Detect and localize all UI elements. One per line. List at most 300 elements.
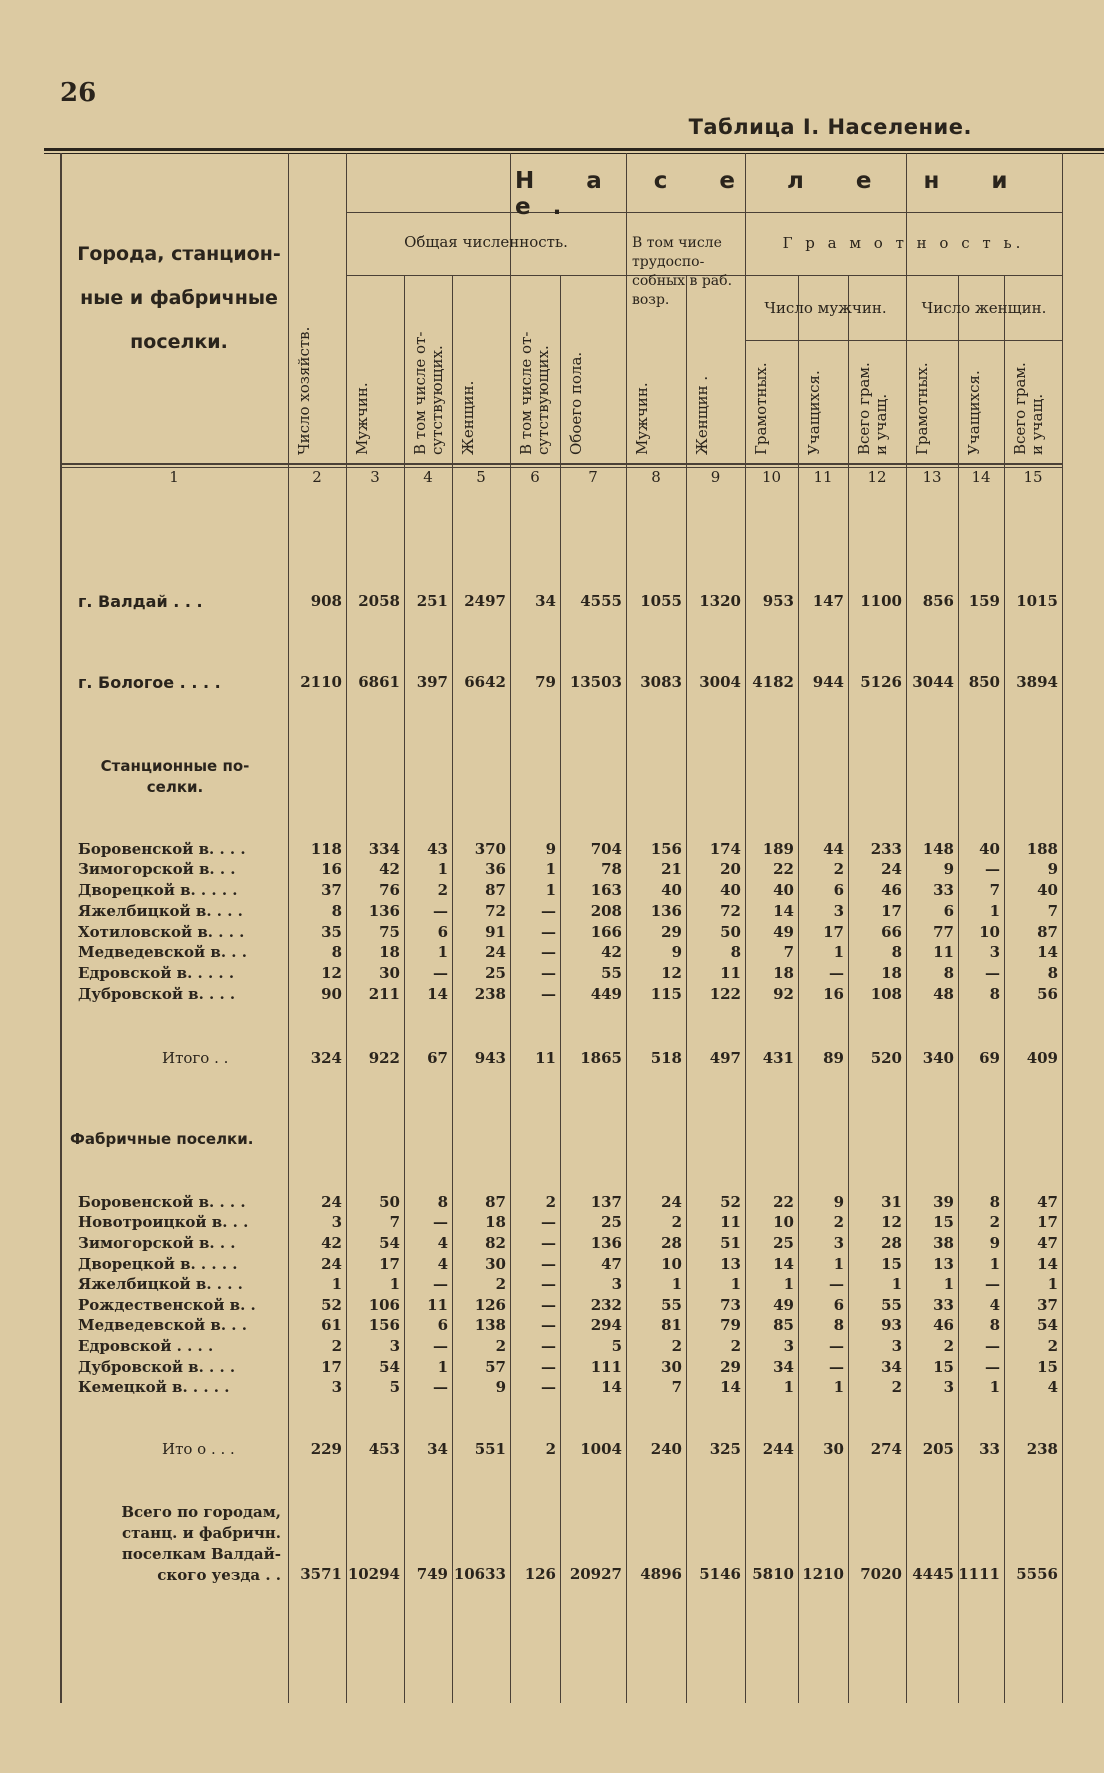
row-factory-cell: 1 bbox=[833, 1255, 844, 1273]
row-factory-cell: 4 bbox=[437, 1234, 448, 1252]
row-station-cell: 8 bbox=[891, 943, 902, 961]
row-factory-cell: — bbox=[541, 1234, 556, 1252]
row-station-cell: 87 bbox=[1037, 923, 1058, 941]
row-stations-total-cell: 497 bbox=[709, 1049, 741, 1067]
row-factory-label: Едровской . . . . bbox=[78, 1337, 214, 1355]
row-valdai-cell: 147 bbox=[812, 592, 844, 610]
row-stations-total-cell: 431 bbox=[762, 1049, 794, 1067]
row-station-label: Дворецкой в. . . . . bbox=[78, 881, 238, 899]
row-station-cell: 9 bbox=[943, 860, 954, 878]
row-factory-cell: 10 bbox=[773, 1213, 794, 1231]
row-factory-cell: 2 bbox=[495, 1337, 506, 1355]
row-factory-cell: 137 bbox=[590, 1193, 622, 1211]
row-station-cell: 10 bbox=[979, 923, 1000, 941]
row-factory-cell: 3 bbox=[389, 1337, 400, 1355]
row-station-cell: 46 bbox=[881, 881, 902, 899]
row-bologoe-cell: 2110 bbox=[300, 673, 342, 691]
row-station-cell: — bbox=[541, 985, 556, 1003]
row-factory-cell: 11 bbox=[720, 1213, 741, 1231]
row-grand-total-cell: 5556 bbox=[1016, 1565, 1058, 1583]
row-station-cell: 9 bbox=[1047, 860, 1058, 878]
row-grand-total-cell: 4445 bbox=[912, 1565, 954, 1583]
row-station-cell: 8 bbox=[943, 964, 954, 982]
row-factory-cell: 14 bbox=[601, 1378, 622, 1396]
row-bologoe-cell: 79 bbox=[535, 673, 556, 691]
row-station-cell: 40 bbox=[773, 881, 794, 899]
row-valdai-cell: 251 bbox=[416, 592, 448, 610]
row-bologoe-cell: 3004 bbox=[699, 673, 741, 691]
header-wa-men: Мужчин. bbox=[633, 382, 651, 455]
row-station-cell: 40 bbox=[1037, 881, 1058, 899]
row-factory-cell: 126 bbox=[474, 1296, 506, 1314]
row-station-cell: 42 bbox=[379, 860, 400, 878]
row-factory-cell: 8 bbox=[989, 1316, 1000, 1334]
row-valdai-cell: 1320 bbox=[699, 592, 741, 610]
row-station-cell: 208 bbox=[590, 902, 622, 920]
row-station-cell: 174 bbox=[709, 840, 741, 858]
row-stations-total-label: Итого . . bbox=[162, 1049, 229, 1067]
row-factory-cell: 7 bbox=[671, 1378, 682, 1396]
header-stub: Города, станцион- ные и фабричные поселки. bbox=[77, 243, 281, 353]
row-stations-total-cell: 67 bbox=[427, 1049, 448, 1067]
row-factory-cell: — bbox=[541, 1275, 556, 1293]
row-factory-cell: 34 bbox=[773, 1358, 794, 1376]
row-station-cell: 115 bbox=[650, 985, 682, 1003]
row-station-cell: 56 bbox=[1037, 985, 1058, 1003]
row-factory-cell: 55 bbox=[881, 1296, 902, 1314]
row-station-cell: 6 bbox=[437, 923, 448, 941]
row-station-cell: 92 bbox=[773, 985, 794, 1003]
row-factory-cell: 24 bbox=[661, 1193, 682, 1211]
row-station-cell: 14 bbox=[1037, 943, 1058, 961]
row-factory-cell: 47 bbox=[1037, 1193, 1058, 1211]
row-factory-label: Дворецкой в. . . . . bbox=[78, 1255, 238, 1273]
row-factory-cell: 1 bbox=[943, 1275, 954, 1293]
row-grand-total-cell: 5810 bbox=[752, 1565, 794, 1583]
row-stations-total-cell: 340 bbox=[922, 1049, 954, 1067]
row-factories-total-cell: 205 bbox=[922, 1440, 954, 1458]
grid-line-v bbox=[1062, 153, 1063, 1703]
row-station-cell: 9 bbox=[671, 943, 682, 961]
row-stations-total-cell: 69 bbox=[979, 1049, 1000, 1067]
column-number: 15 bbox=[1023, 468, 1043, 486]
row-factory-cell: — bbox=[433, 1378, 448, 1396]
row-factory-cell: 2 bbox=[671, 1337, 682, 1355]
row-station-cell: 2 bbox=[833, 860, 844, 878]
row-stations-total-cell: 89 bbox=[823, 1049, 844, 1067]
row-factory-cell: 9 bbox=[989, 1234, 1000, 1252]
column-number: 5 bbox=[476, 468, 486, 486]
column-number: 2 bbox=[312, 468, 322, 486]
row-station-cell: — bbox=[985, 964, 1000, 982]
row-factory-cell: 2 bbox=[495, 1275, 506, 1293]
row-factory-cell: 14 bbox=[773, 1255, 794, 1273]
header-working-age: В том числе трудоспо-собных в раб. возр. bbox=[632, 235, 733, 308]
row-factory-cell: 156 bbox=[368, 1316, 400, 1334]
header-students: Учащихся. bbox=[805, 370, 823, 455]
row-station-cell: 22 bbox=[773, 860, 794, 878]
row-stations-total-cell: 409 bbox=[1026, 1049, 1058, 1067]
row-station-cell: — bbox=[829, 964, 844, 982]
row-station-cell: 50 bbox=[720, 923, 741, 941]
row-station-cell: 49 bbox=[773, 923, 794, 941]
row-factory-cell: 47 bbox=[1037, 1234, 1058, 1252]
row-factories-total-cell: 1004 bbox=[580, 1440, 622, 1458]
row-factory-cell: 1 bbox=[783, 1378, 794, 1396]
row-station-label: Медведевской в. . . bbox=[78, 943, 247, 961]
row-station-label: Едровской в. . . . . bbox=[78, 964, 235, 982]
row-bologoe-cell: 3083 bbox=[640, 673, 682, 691]
column-number: 3 bbox=[370, 468, 380, 486]
column-number: 9 bbox=[710, 468, 721, 486]
column-number: 10 bbox=[761, 468, 782, 486]
row-station-cell: 44 bbox=[823, 840, 844, 858]
column-number: 14 bbox=[971, 468, 991, 486]
grid-line-h bbox=[60, 463, 1062, 465]
row-station-cell: 76 bbox=[379, 881, 400, 899]
row-grand-total-cell: 1210 bbox=[802, 1565, 844, 1583]
row-factory-label: Новотроицкой в. . . bbox=[78, 1213, 249, 1231]
row-station-cell: 9 bbox=[545, 840, 556, 858]
row-factory-cell: 1 bbox=[833, 1378, 844, 1396]
row-factory-label: Дубровской в. . . . bbox=[78, 1358, 236, 1376]
row-factory-cell: 73 bbox=[720, 1296, 741, 1314]
row-factory-cell: — bbox=[433, 1275, 448, 1293]
row-station-cell: 1 bbox=[989, 902, 1000, 920]
row-factory-cell: 17 bbox=[379, 1255, 400, 1273]
column-number: 6 bbox=[530, 468, 540, 486]
row-factory-cell: 3 bbox=[331, 1378, 342, 1396]
row-factory-cell: 57 bbox=[485, 1358, 506, 1376]
row-factory-cell: 17 bbox=[1037, 1213, 1058, 1231]
header-students-w: Учащихся. bbox=[965, 370, 983, 455]
row-grand-total-label: Всего по городам, станц. и фабричн. поселкам Валдай- ского уезда . . bbox=[121, 1503, 281, 1584]
row-factory-cell: 25 bbox=[601, 1213, 622, 1231]
row-factory-cell: 1 bbox=[671, 1275, 682, 1293]
row-factory-cell: 54 bbox=[379, 1234, 400, 1252]
row-factory-cell: 52 bbox=[321, 1296, 342, 1314]
row-bologoe-cell: 4182 bbox=[752, 673, 794, 691]
header-literacy: Г р а м о т н о с т ь. bbox=[782, 234, 1025, 252]
row-factory-cell: 12 bbox=[881, 1213, 902, 1231]
row-factory-cell: 4 bbox=[989, 1296, 1000, 1314]
row-station-cell: 66 bbox=[881, 923, 902, 941]
row-factory-cell: 2 bbox=[891, 1378, 902, 1396]
row-factory-cell: 87 bbox=[485, 1193, 506, 1211]
row-factory-cell: 81 bbox=[661, 1316, 682, 1334]
row-factory-cell: 49 bbox=[773, 1296, 794, 1314]
row-valdai-cell: 1015 bbox=[1016, 592, 1058, 610]
header-total-lit: Всего грам. и учащ. bbox=[855, 362, 890, 455]
row-factory-cell: 3 bbox=[833, 1234, 844, 1252]
row-factory-cell: 14 bbox=[720, 1378, 741, 1396]
row-factory-cell: 14 bbox=[1037, 1255, 1058, 1273]
row-bologoe-cell: 3044 bbox=[912, 673, 954, 691]
row-factory-cell: 1 bbox=[389, 1275, 400, 1293]
row-valdai-cell: 159 bbox=[968, 592, 1000, 610]
row-factory-cell: 138 bbox=[474, 1316, 506, 1334]
row-factories-total-cell: 244 bbox=[762, 1440, 794, 1458]
row-factory-cell: 37 bbox=[1037, 1296, 1058, 1314]
row-station-cell: 14 bbox=[773, 902, 794, 920]
header-women-absent: В том числе от-сутствующих. bbox=[517, 331, 552, 455]
row-stations-total-cell: 11 bbox=[535, 1049, 556, 1067]
row-bologoe-label: г. Бологое . . . . bbox=[78, 673, 221, 692]
row-station-label: Боровенской в. . . . bbox=[78, 840, 246, 858]
row-station-cell: 25 bbox=[485, 964, 506, 982]
row-valdai-cell: 2497 bbox=[464, 592, 506, 610]
row-factories-total-label: Ито о . . . bbox=[162, 1440, 235, 1458]
header-literate-w: Грамотных. bbox=[913, 362, 931, 455]
row-factory-cell: 46 bbox=[933, 1316, 954, 1334]
row-station-cell: 72 bbox=[720, 902, 741, 920]
row-factory-cell: — bbox=[541, 1213, 556, 1231]
row-factory-cell: 34 bbox=[881, 1358, 902, 1376]
row-station-cell: 12 bbox=[661, 964, 682, 982]
row-factory-cell: — bbox=[541, 1296, 556, 1314]
row-grand-total-cell: 749 bbox=[416, 1565, 448, 1583]
row-factories-total-cell: 238 bbox=[1026, 1440, 1058, 1458]
row-bologoe-cell: 6642 bbox=[464, 673, 506, 691]
column-number: 4 bbox=[423, 468, 433, 486]
row-station-cell: 8 bbox=[331, 902, 342, 920]
row-factories-total-cell: 274 bbox=[870, 1440, 902, 1458]
row-bologoe-cell: 6861 bbox=[358, 673, 400, 691]
row-station-label: Дубровской в. . . . bbox=[78, 985, 236, 1003]
row-station-cell: 166 bbox=[590, 923, 622, 941]
row-valdai-cell: 908 bbox=[310, 592, 342, 610]
row-station-cell: 18 bbox=[379, 943, 400, 961]
column-number: 12 bbox=[867, 468, 887, 486]
row-station-cell: 87 bbox=[485, 881, 506, 899]
row-factory-cell: 17 bbox=[321, 1358, 342, 1376]
row-factory-cell: 3 bbox=[611, 1275, 622, 1293]
row-station-cell: 6 bbox=[943, 902, 954, 920]
row-station-cell: 42 bbox=[601, 943, 622, 961]
header-women: Женщин. bbox=[459, 380, 477, 455]
section-stations: Станционные по- селки. bbox=[100, 757, 250, 796]
row-station-cell: 188 bbox=[1026, 840, 1058, 858]
row-station-cell: 238 bbox=[474, 985, 506, 1003]
header-lit-men: Число мужчин. bbox=[764, 299, 887, 317]
row-factory-cell: — bbox=[541, 1358, 556, 1376]
row-factory-cell: 2 bbox=[730, 1337, 741, 1355]
row-factories-total-cell: 325 bbox=[709, 1440, 741, 1458]
row-station-cell: 122 bbox=[709, 985, 741, 1003]
row-factory-cell: 15 bbox=[881, 1255, 902, 1273]
row-factory-cell: 30 bbox=[661, 1358, 682, 1376]
row-factory-cell: 6 bbox=[437, 1316, 448, 1334]
row-factory-cell: — bbox=[829, 1337, 844, 1355]
row-station-cell: 211 bbox=[368, 985, 400, 1003]
row-station-cell: 78 bbox=[601, 860, 622, 878]
row-station-cell: 449 bbox=[590, 985, 622, 1003]
row-factory-cell: 3 bbox=[943, 1378, 954, 1396]
row-factory-cell: 79 bbox=[720, 1316, 741, 1334]
row-station-cell: 7 bbox=[783, 943, 794, 961]
row-factory-cell: 25 bbox=[773, 1234, 794, 1252]
row-station-cell: 8 bbox=[331, 943, 342, 961]
row-factory-label: Кемецкой в. . . . . bbox=[78, 1378, 230, 1396]
row-station-cell: 16 bbox=[823, 985, 844, 1003]
row-station-cell: 35 bbox=[321, 923, 342, 941]
row-valdai-cell: 953 bbox=[762, 592, 794, 610]
row-station-label: Хотиловской в. . . . bbox=[78, 923, 245, 941]
row-factory-cell: — bbox=[433, 1213, 448, 1231]
row-bologoe-cell: 3894 bbox=[1016, 673, 1058, 691]
row-factory-cell: 15 bbox=[1037, 1358, 1058, 1376]
row-factory-cell: 2 bbox=[331, 1337, 342, 1355]
row-station-cell: 148 bbox=[922, 840, 954, 858]
row-factories-total-cell: 240 bbox=[650, 1440, 682, 1458]
row-valdai-cell: 34 bbox=[535, 592, 556, 610]
row-factory-cell: 38 bbox=[933, 1234, 954, 1252]
row-factories-total-cell: 30 bbox=[823, 1440, 844, 1458]
row-factory-cell: 85 bbox=[773, 1316, 794, 1334]
row-station-cell: 7 bbox=[989, 881, 1000, 899]
row-grand-total-cell: 7020 bbox=[860, 1565, 902, 1583]
row-factory-cell: 24 bbox=[321, 1255, 342, 1273]
row-grand-total-cell: 3571 bbox=[300, 1565, 342, 1583]
row-valdai-cell: 1100 bbox=[860, 592, 902, 610]
row-factory-cell: — bbox=[985, 1275, 1000, 1293]
row-factories-total-cell: 2 bbox=[545, 1440, 556, 1458]
column-number: 7 bbox=[588, 468, 598, 486]
row-factory-cell: 111 bbox=[590, 1358, 622, 1376]
row-factory-cell: 106 bbox=[368, 1296, 400, 1314]
row-valdai-cell: 2058 bbox=[358, 592, 400, 610]
row-station-label: Яжелбицкой в. . . . bbox=[78, 902, 243, 920]
row-factory-cell: 33 bbox=[933, 1296, 954, 1314]
row-factory-cell: 50 bbox=[379, 1193, 400, 1211]
row-stations-total-cell: 1865 bbox=[580, 1049, 622, 1067]
row-grand-total-cell: 5146 bbox=[699, 1565, 741, 1583]
row-factory-cell: 5 bbox=[389, 1378, 400, 1396]
row-valdai-cell: 1055 bbox=[640, 592, 682, 610]
row-station-cell: 136 bbox=[650, 902, 682, 920]
row-grand-total-cell: 10294 bbox=[347, 1565, 400, 1583]
header-population: Н а с е л е н и е. bbox=[515, 168, 1030, 220]
top-rule-thin bbox=[44, 153, 1104, 154]
row-stations-total-cell: 520 bbox=[870, 1049, 902, 1067]
row-bologoe-cell: 13503 bbox=[569, 673, 622, 691]
row-stations-total-cell: 518 bbox=[650, 1049, 682, 1067]
row-station-cell: 37 bbox=[321, 881, 342, 899]
row-factories-total-cell: 229 bbox=[310, 1440, 342, 1458]
row-factory-cell: 28 bbox=[881, 1234, 902, 1252]
row-factory-cell: 24 bbox=[321, 1193, 342, 1211]
page-number: 26 bbox=[60, 78, 97, 108]
row-grand-total-cell: 4896 bbox=[640, 1565, 682, 1583]
row-factory-cell: 5 bbox=[611, 1337, 622, 1355]
top-rule bbox=[44, 148, 1104, 151]
row-factory-cell: 4 bbox=[437, 1255, 448, 1273]
row-station-cell: 3 bbox=[833, 902, 844, 920]
row-factory-cell: 39 bbox=[933, 1193, 954, 1211]
row-factory-cell: 7 bbox=[389, 1213, 400, 1231]
row-station-cell: 189 bbox=[762, 840, 794, 858]
row-factory-cell: 3 bbox=[783, 1337, 794, 1355]
row-station-cell: 136 bbox=[368, 902, 400, 920]
table-title: Таблица I. Население. bbox=[688, 115, 972, 139]
row-station-cell: 14 bbox=[427, 985, 448, 1003]
grid-line-v bbox=[60, 153, 62, 1703]
row-factory-cell: 9 bbox=[833, 1193, 844, 1211]
row-factory-cell: 11 bbox=[427, 1296, 448, 1314]
row-factory-cell: 82 bbox=[485, 1234, 506, 1252]
row-station-cell: 334 bbox=[368, 840, 400, 858]
row-stations-total-cell: 943 bbox=[474, 1049, 506, 1067]
row-factory-cell: 1 bbox=[331, 1275, 342, 1293]
row-station-cell: 40 bbox=[661, 881, 682, 899]
row-station-cell: 33 bbox=[933, 881, 954, 899]
row-station-cell: 17 bbox=[881, 902, 902, 920]
row-station-cell: 12 bbox=[321, 964, 342, 982]
row-station-cell: 20 bbox=[720, 860, 741, 878]
row-factories-total-cell: 33 bbox=[979, 1440, 1000, 1458]
row-station-cell: 118 bbox=[310, 840, 342, 858]
row-factory-label: Медведевской в. . . bbox=[78, 1316, 247, 1334]
row-station-cell: 40 bbox=[979, 840, 1000, 858]
row-factory-cell: 2 bbox=[1047, 1337, 1058, 1355]
row-station-cell: 18 bbox=[773, 964, 794, 982]
row-station-cell: 21 bbox=[661, 860, 682, 878]
row-station-cell: 36 bbox=[485, 860, 506, 878]
row-grand-total-cell: 20927 bbox=[569, 1565, 622, 1583]
row-factory-cell: 6 bbox=[833, 1296, 844, 1314]
row-station-cell: 7 bbox=[1047, 902, 1058, 920]
header-total-count: Общая численность. bbox=[404, 233, 568, 251]
row-factory-cell: 93 bbox=[881, 1316, 902, 1334]
row-factory-cell: 8 bbox=[437, 1193, 448, 1211]
row-station-cell: 72 bbox=[485, 902, 506, 920]
row-factory-cell: 61 bbox=[321, 1316, 342, 1334]
row-grand-total-cell: 126 bbox=[524, 1565, 556, 1583]
row-bologoe-cell: 850 bbox=[968, 673, 1000, 691]
row-factory-cell: 13 bbox=[720, 1255, 741, 1273]
row-station-cell: — bbox=[541, 943, 556, 961]
row-factory-cell: 28 bbox=[661, 1234, 682, 1252]
row-factory-cell: 10 bbox=[661, 1255, 682, 1273]
row-station-cell: 8 bbox=[989, 985, 1000, 1003]
column-number: 1 bbox=[169, 468, 179, 486]
section-factories: Фабричные поселки. bbox=[70, 1130, 254, 1148]
row-station-cell: — bbox=[541, 923, 556, 941]
row-factory-cell: 1 bbox=[1047, 1275, 1058, 1293]
row-station-cell: 30 bbox=[379, 964, 400, 982]
row-factory-label: Рождественской в. . bbox=[78, 1296, 256, 1314]
header-total-lit-w: Всего грам. и учащ. bbox=[1011, 362, 1046, 455]
row-factory-cell: 3 bbox=[331, 1213, 342, 1231]
row-factory-cell: — bbox=[829, 1275, 844, 1293]
row-factory-cell: 1 bbox=[989, 1255, 1000, 1273]
row-factory-label: Боровенской в. . . . bbox=[78, 1193, 246, 1211]
row-factory-cell: 1 bbox=[989, 1378, 1000, 1396]
row-factory-cell: — bbox=[541, 1255, 556, 1273]
row-station-cell: 75 bbox=[379, 923, 400, 941]
row-factory-cell: 1 bbox=[730, 1275, 741, 1293]
row-valdai-cell: 4555 bbox=[580, 592, 622, 610]
row-bologoe-cell: 944 bbox=[812, 673, 844, 691]
row-factory-cell: 13 bbox=[933, 1255, 954, 1273]
row-station-cell: — bbox=[541, 964, 556, 982]
row-factory-cell: 3 bbox=[891, 1337, 902, 1355]
row-factory-cell: 136 bbox=[590, 1234, 622, 1252]
row-stations-total-cell: 324 bbox=[310, 1049, 342, 1067]
header-both-sexes: Обоего пола. bbox=[567, 351, 585, 455]
row-station-cell: 1 bbox=[437, 943, 448, 961]
row-factory-cell: 8 bbox=[989, 1193, 1000, 1211]
